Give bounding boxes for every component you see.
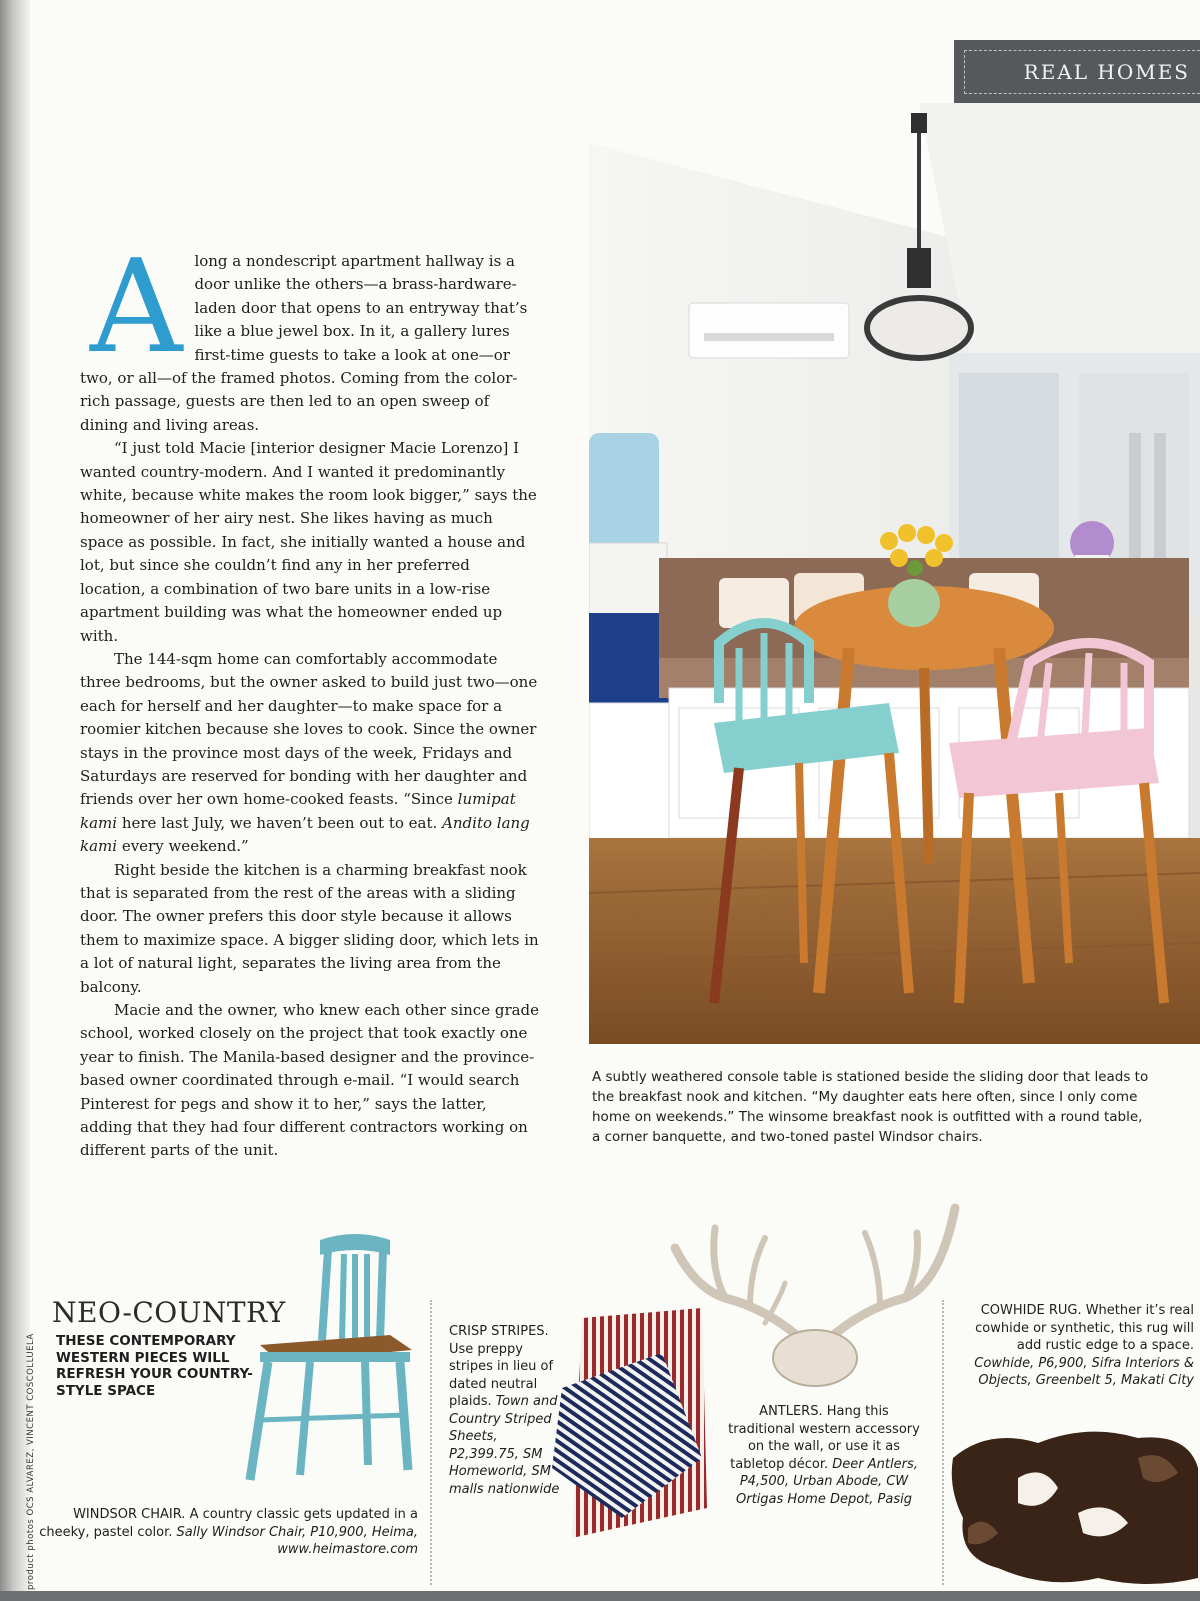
antlers-description — [724, 1403, 924, 1508]
product-text: WINDSOR CHAIR. A country classic gets updated in a cheeky, pastel color. — [39, 1507, 418, 1540]
italic-phrase: lumipat kami — [80, 790, 516, 832]
paragraph-text: is a door unlike the others—a brass-hardware-laden door that opens to an entryway that’s like a blue jewel box. In it, a gallery lures first-time guests to take a look at one—or two, or all—of the framed photos. Coming from the color-rich passage, guests are then led to an open sweep of dining and living areas. — [80, 252, 528, 434]
cowhide-rug-description — [958, 1302, 1194, 1390]
section-tab-label: REAL HOMES — [1023, 60, 1190, 84]
crisp-stripes-description — [449, 1323, 562, 1498]
section-tab — [954, 40, 1200, 104]
paragraph-text: here last July, we haven’t been out to eat. — [117, 813, 443, 832]
windsor-chair-image — [240, 1230, 420, 1490]
windsor-chair-description — [38, 1506, 418, 1559]
drop-cap: A — [90, 233, 183, 382]
page-bottom-edge — [0, 1591, 1200, 1601]
product-text: CRISP STRIPES. Use preppy stripes in lieu of dated neutral plaids. — [449, 1324, 554, 1409]
product-details: Deer Antlers, P4,500, Urban Abode, CW Ortigas Home Depot, Pasig — [736, 1456, 918, 1507]
paragraph-text: every weekend.” — [117, 837, 249, 856]
article-body — [80, 233, 540, 1163]
breakfast-nook-photo — [589, 103, 1200, 1044]
sidebar-title: NEO-COUNTRY — [52, 1296, 286, 1329]
product-divider — [430, 1300, 432, 1585]
product-text: COWHIDE RUG. Whether it’s real cowhide or synthetic, this rug will add rustic edge to a space. — [975, 1303, 1194, 1353]
photo-credit-text: product photos OCS ALVAREZ, VINCENT COSCOLLUELA — [26, 1333, 36, 1590]
product-text: ANTLERS. Hang this traditional western accessory on the wall, or use it as tabletop décor. — [728, 1404, 920, 1472]
article-paragraph — [80, 233, 540, 437]
product-divider — [942, 1300, 944, 1585]
article-paragraph: Macie and the owner, who knew each other since grade school, worked closely on the project that took exactly one year to finish. The Manila-based designer and the province-based owner coordinated through e-mail. “I would search Pinterest for pegs and show it to her,” says the latter, adding that they had four different contractors working on different parts of the unit. — [80, 1001, 540, 1160]
breakfast-nook-illustration — [589, 103, 1200, 1044]
article-paragraph — [80, 648, 540, 859]
article-paragraph: Right beside the kitchen is a charming breakfast nook that is separated from the rest of the areas with a sliding door. The owner prefers this door style because it allows them to maximize space. A bigger sliding door, which lets in a lot of natural light, separates the living area from the balcony. — [80, 860, 539, 996]
product-details: Sally Windsor Chair, P10,900, Heima, www.heimastore.com — [176, 1524, 418, 1557]
product-details: Town and Country Striped Sheets, P2,399.75, SM Homeworld, SM malls nationwide — [449, 1394, 560, 1497]
deer-antlers-image — [655, 1188, 975, 1398]
first-line-text: long a nondescript apartment hallway — [194, 252, 485, 270]
paragraph-text: The 144-sqm home can comfortably accommodate three bedrooms, but the owner asked to build just two—one each for herself and her daughter—to make space for a roomier kitchen because she loves to cook. Since the owner stays in the province most days of the week, Fridays and Saturdays are reserved for bonding with her daughter and friends over her own home-cooked feasts. “Since — [80, 649, 538, 809]
photo-caption: A subtly weathered console table is stationed beside the sliding door that leads to the breakfast nook and kitchen. “My daughter eats here often, since I only come home on weekends.” The winsome breakfast nook is outfitted with a round table, a corner banquette, and two-toned pastel Windsor chairs. — [592, 1069, 1149, 1145]
italic-phrase: Andito lang kami — [80, 813, 530, 856]
product-details: Cowhide, P6,900, Sifra Interiors & Objects, Greenbelt 5, Makati City — [974, 1355, 1194, 1388]
article-paragraph: “I just told Macie [interior designer Macie Lorenzo] I wanted country-modern. And I wanted it predominantly white, because white makes the room look bigger,” says the homeowner of her airy nest. She likes having as much space as possible. In fact, she initially wanted a house and lot, but since she couldn’t find any in her preferred location, a combination of two bare units in a low-rise apartment building was what the homeowner ended up with. — [80, 439, 537, 645]
sidebar-subtitle: THESE CONTEMPORARY WESTERN PIECES WILL REFRESH YOUR COUNTRY-STYLE SPACE — [56, 1333, 253, 1399]
cowhide-rug-image — [948, 1418, 1200, 1590]
